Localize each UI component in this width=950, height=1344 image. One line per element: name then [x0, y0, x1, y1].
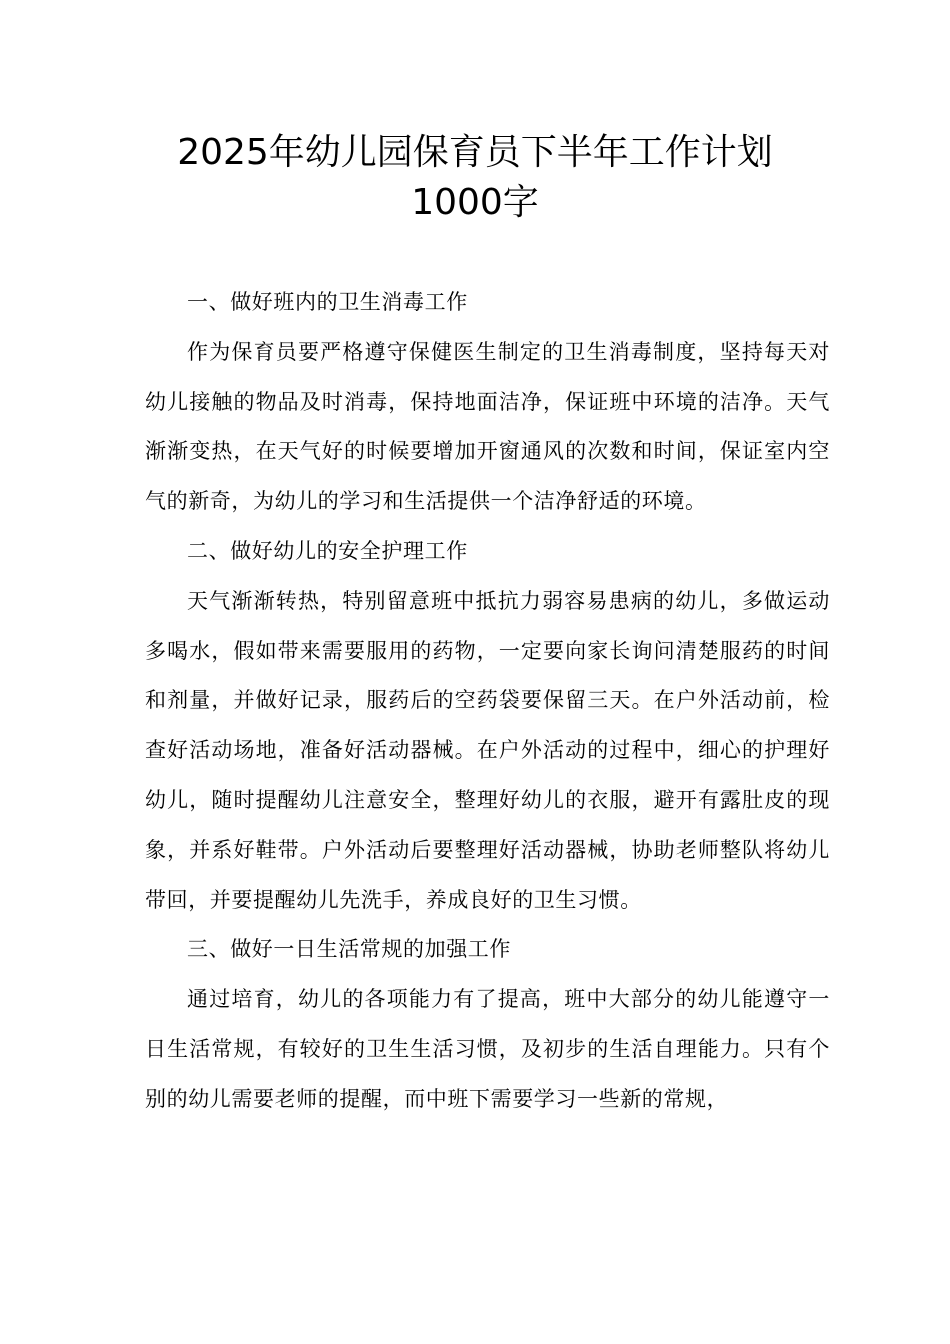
section-heading-1: 一、做好班内的卫生消毒工作 [187, 290, 468, 314]
document-title [0, 128, 950, 228]
title-line-1: 2025年幼儿园保育员下半年工作计划 [177, 132, 773, 173]
paragraph-3: 通过培育，幼儿的各项能力有了提高，班中大部分的幼儿能遵守一日生活常规，有较好的卫生生活习惯，及初步的生活自理能力。只有个别的幼儿需要老师的提醒，而中班下需要学习一些新的常规， [145, 987, 830, 1111]
document-body [145, 278, 830, 1125]
section-heading-2: 二、做好幼儿的安全护理工作 [187, 538, 468, 563]
paragraph-1: 作为保育员要严格遵守保健医生制定的卫生消毒制度，坚持每天对幼儿接触的物品及时消毒，保持地面洁净，保证班中环境的洁净。天气渐渐变热，在天气好的时候要增加开窗通风的次数和时间，保证室内空气的新奇，为幼儿的学习和生活提供一个洁净舒适的环境。 [145, 339, 830, 514]
title-line-2: 1000字 [411, 182, 539, 223]
paragraph-2: 天气渐渐转热，特别留意班中抵抗力弱容易患病的幼儿，多做运动多喝水，假如带来需要服用的药物，一定要向家长询问清楚服药的时间和剂量，并做好记录，服药后的空药袋要保留三天。在户外活动前，检查好活动场地，准备好活动器械。在户外活动的过程中，细心的护理好幼儿，随时提醒幼儿注意安全，整理好幼儿的衣服，避开有露肚皮的现象，并系好鞋带。户外活动后要整理好活动器械，协助老师整队将幼儿带回，并要提醒幼儿先洗手，养成良好的卫生习惯。 [145, 588, 830, 912]
section-heading-3: 三、做好一日生活常规的加强工作 [187, 937, 511, 962]
